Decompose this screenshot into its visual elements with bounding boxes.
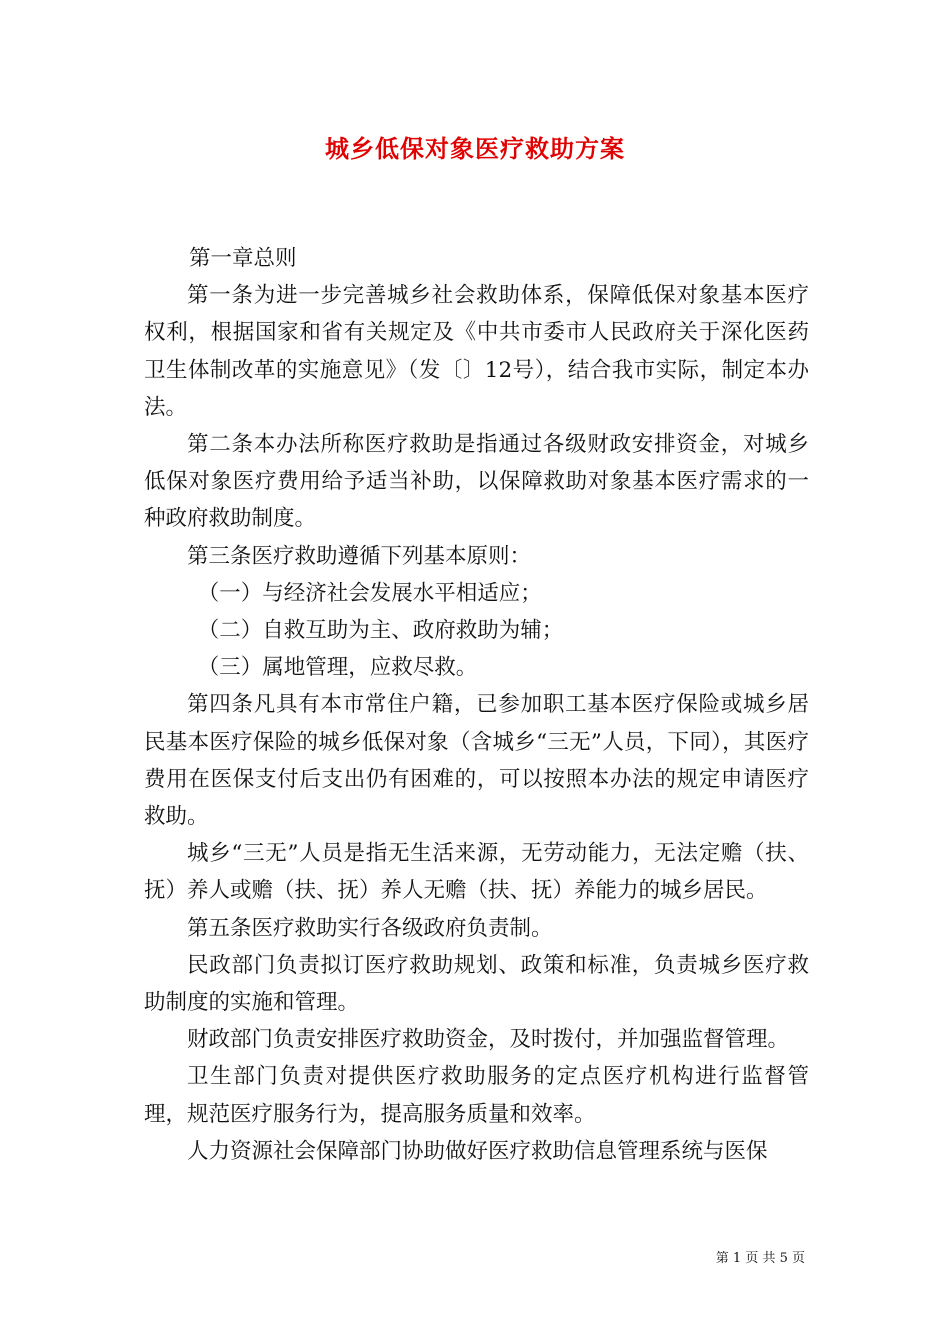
document-title: 城乡低保对象医疗救助方案 [325, 134, 625, 163]
article-5-civil-affairs: 民政部门负责拟订医疗救助规划、政策和标准，负责城乡医疗救助制度的实施和管理。 [144, 952, 809, 1016]
article-5: 第五条医疗救助实行各级政府负责制。 [187, 915, 553, 941]
article-5-health: 卫生部门负责对提供医疗救助服务的定点医疗机构进行监督管理，规范医疗服务行为，提高服务质量和效率。 [144, 1064, 809, 1127]
article-4-note: 城乡“三无”人员是指无生活来源，无劳动能力，无法定赡（扶、抚）养人或赡（扶、抚）养人无赡（扶、抚）养能力的城乡居民。 [144, 841, 809, 904]
document-body [144, 240, 809, 1170]
article-2: 第二条本办法所称医疗救助是指通过各级财政安排资金，对城乡低保对象医疗费用给予适当补助，以保障救助对象基本医疗需求的一种政府救助制度。 [144, 432, 809, 532]
page-number: 第 1 页 共 5 页 [715, 1251, 805, 1266]
principle-3: （三）属地管理，应救尽救。 [197, 655, 478, 681]
article-5-hr: 人力资源社会保障部门协助做好医疗救助信息管理系统与医保 [187, 1138, 768, 1164]
article-5-finance: 财政部门负责安排医疗救助资金，及时拨付，并加强监督管理。 [187, 1027, 790, 1053]
article-4: 第四条凡具有本市常住户籍，已参加职工基本医疗保险或城乡居民基本医疗保险的城乡低保对象（含城乡“三无”人员，下同），其医疗费用在医保支付后支出仍有困难的，可以按照本办法的规定申请医疗救助。 [144, 692, 809, 830]
principle-2: （二）自救互助为主、政府救助为辅； [197, 618, 564, 644]
article-3: 第三条医疗救助遵循下列基本原则： [187, 543, 532, 569]
principle-1: （一）与经济社会发展水平相适应； [197, 580, 542, 606]
chapter-heading: 第一章总则 [189, 246, 297, 271]
article-1: 第一条为进一步完善城乡社会救助体系，保障低保对象基本医疗权利，根据国家和省有关规定及《中共市委市人民政府关于深化医药卫生体制改革的实施意见》（发〔〕12号），结合我市实际，制定本办法。 [144, 283, 809, 420]
